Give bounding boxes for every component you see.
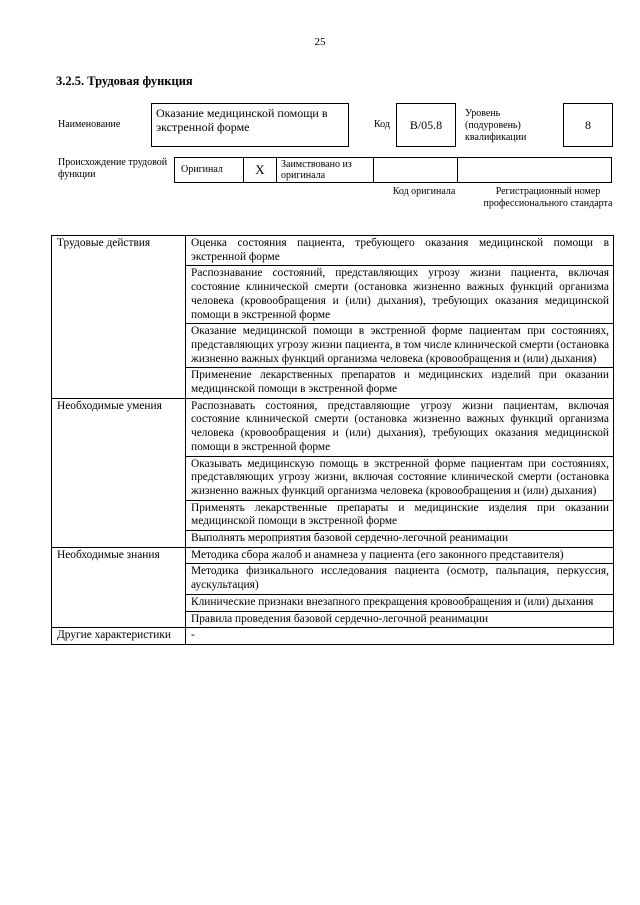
origin-row [174, 157, 614, 183]
section-label: Трудовые действия [52, 236, 186, 399]
table-cell: Выполнять мероприятия базовой сердечно-легочной реанимации [186, 531, 614, 548]
table-cell: Методика физикального исследования пациента (осмотр, пальпация, перкуссия, аускультация) [186, 564, 614, 594]
original-mark: X [243, 157, 277, 183]
table-cell: Оказание медицинской помощи в экстренной форме пациентам при состояниях, представляющих угрозу жизни пациента, в том числе клинической смерти (остановка жизненно важных функций организма человека (кровообращения и (или) дыхания) [186, 324, 614, 368]
table-cell: Распознавание состояний, представляющих угрозу жизни пациента, включая состояние клинической смерти (остановка жизненно важных функций организма человека (кровообращения и (или) дыхания), требующих оказания медицинской помощи в экстренной форме [186, 266, 614, 324]
page-number: 25 [314, 36, 326, 48]
table-cell: Правила проведения базовой сердечно-легочной реанимации [186, 611, 614, 628]
table-cell: Клинические признаки внезапного прекращения кровообращения и (или) дыхания [186, 594, 614, 611]
origin-label: Происхождение трудовой функции [58, 157, 168, 180]
code-value-box: В/05.8 [396, 103, 456, 147]
code-label: Код [374, 119, 390, 130]
section-title: 3.2.5. Трудовая функция [56, 74, 193, 88]
table-cell: Применение лекарственных препаратов и медицинских изделий при оказании медицинской помощи в экстренной форме [186, 368, 614, 398]
table-cell: Оказывать медицинскую помощь в экстренной форме пациентам при состояниях, представляющих угрозу жизни, включая состояние клинической смерти (остановка жизненно важных функций организма человека (кровообращения и (или) дыхания) [186, 456, 614, 500]
reg-number-cell [457, 157, 612, 183]
table-cell: - [186, 628, 614, 645]
level-value-box: 8 [563, 103, 613, 147]
code-original-caption: Код оригинала [392, 186, 456, 197]
original-label: Оригинал [174, 157, 244, 183]
table-row [52, 628, 614, 645]
table-cell: Методика сбора жалоб и анамнеза у пациента (его законного представителя) [186, 547, 614, 564]
reg-number-caption: Регистрационный номер профессионального стандарта [483, 186, 613, 209]
code-original-cell [373, 157, 458, 183]
table-cell: Оценка состояния пациента, требующего оказания медицинской помощи в экстренной форме [186, 236, 614, 266]
table-cell: Применять лекарственные препараты и медицинские изделия при оказании медицинской помощи в экстренной форме [186, 500, 614, 530]
table-row [52, 547, 614, 564]
section-label: Необходимые умения [52, 398, 186, 547]
name-label: Наименование [58, 119, 121, 130]
table-row [52, 398, 614, 456]
function-table [51, 235, 614, 645]
level-label: Уровень (подуровень) квалификации [465, 108, 527, 143]
section-label: Другие характеристики [52, 628, 186, 645]
section-label: Необходимые знания [52, 547, 186, 628]
table-row [52, 236, 614, 266]
function-name-box: Оказание медицинской помощи в экстренной форме [151, 103, 349, 147]
borrowed-label: Заимствовано из оригинала [276, 157, 374, 183]
table-cell: Распознавать состояния, представляющие угрозу жизни пациентам, включая состояние клинической смерти (остановка жизненно важных функций организма человека (кровообращения и (или) дыхания), требующих оказания медицинской помощи в экстренной форме [186, 398, 614, 456]
